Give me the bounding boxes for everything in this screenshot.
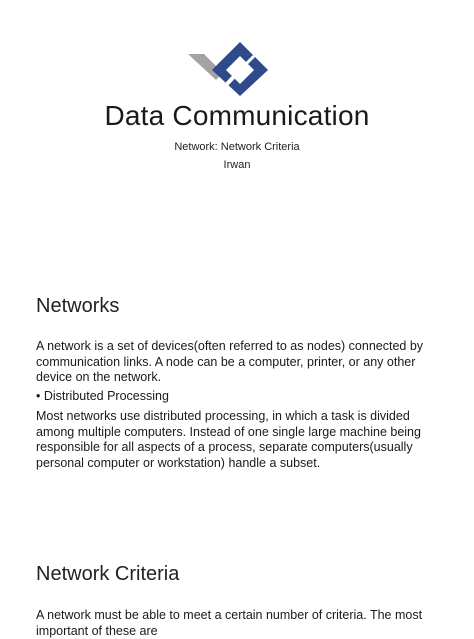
section-heading-networks: Networks: [36, 295, 120, 317]
page-subtitle: Network: Network Criteria: [174, 141, 300, 153]
author-name: Irwan: [223, 159, 251, 171]
section-heading-network-criteria: Network Criteria: [36, 563, 180, 585]
page-title: Data Communication: [104, 100, 370, 131]
distributed-processing-bullet: • Distributed Processing: [36, 389, 169, 403]
network-criteria-paragraph: A network must be able to meet a certain number of criteria. The most important of these are: [36, 608, 423, 638]
distributed-processing-paragraph: Most networks use distributed processing, in which a task is divided among multiple computers. Instead of one single large machine being responsible for all aspects of a process, separate computers(usually personal computer or workstation) handle a subset.: [36, 409, 421, 470]
logo-icon: [186, 40, 270, 96]
networks-intro-paragraph: A network is a set of devices(often referred to as nodes) connected by communication links. A node can be a computer, printer, or any other device on the network.: [36, 339, 424, 384]
